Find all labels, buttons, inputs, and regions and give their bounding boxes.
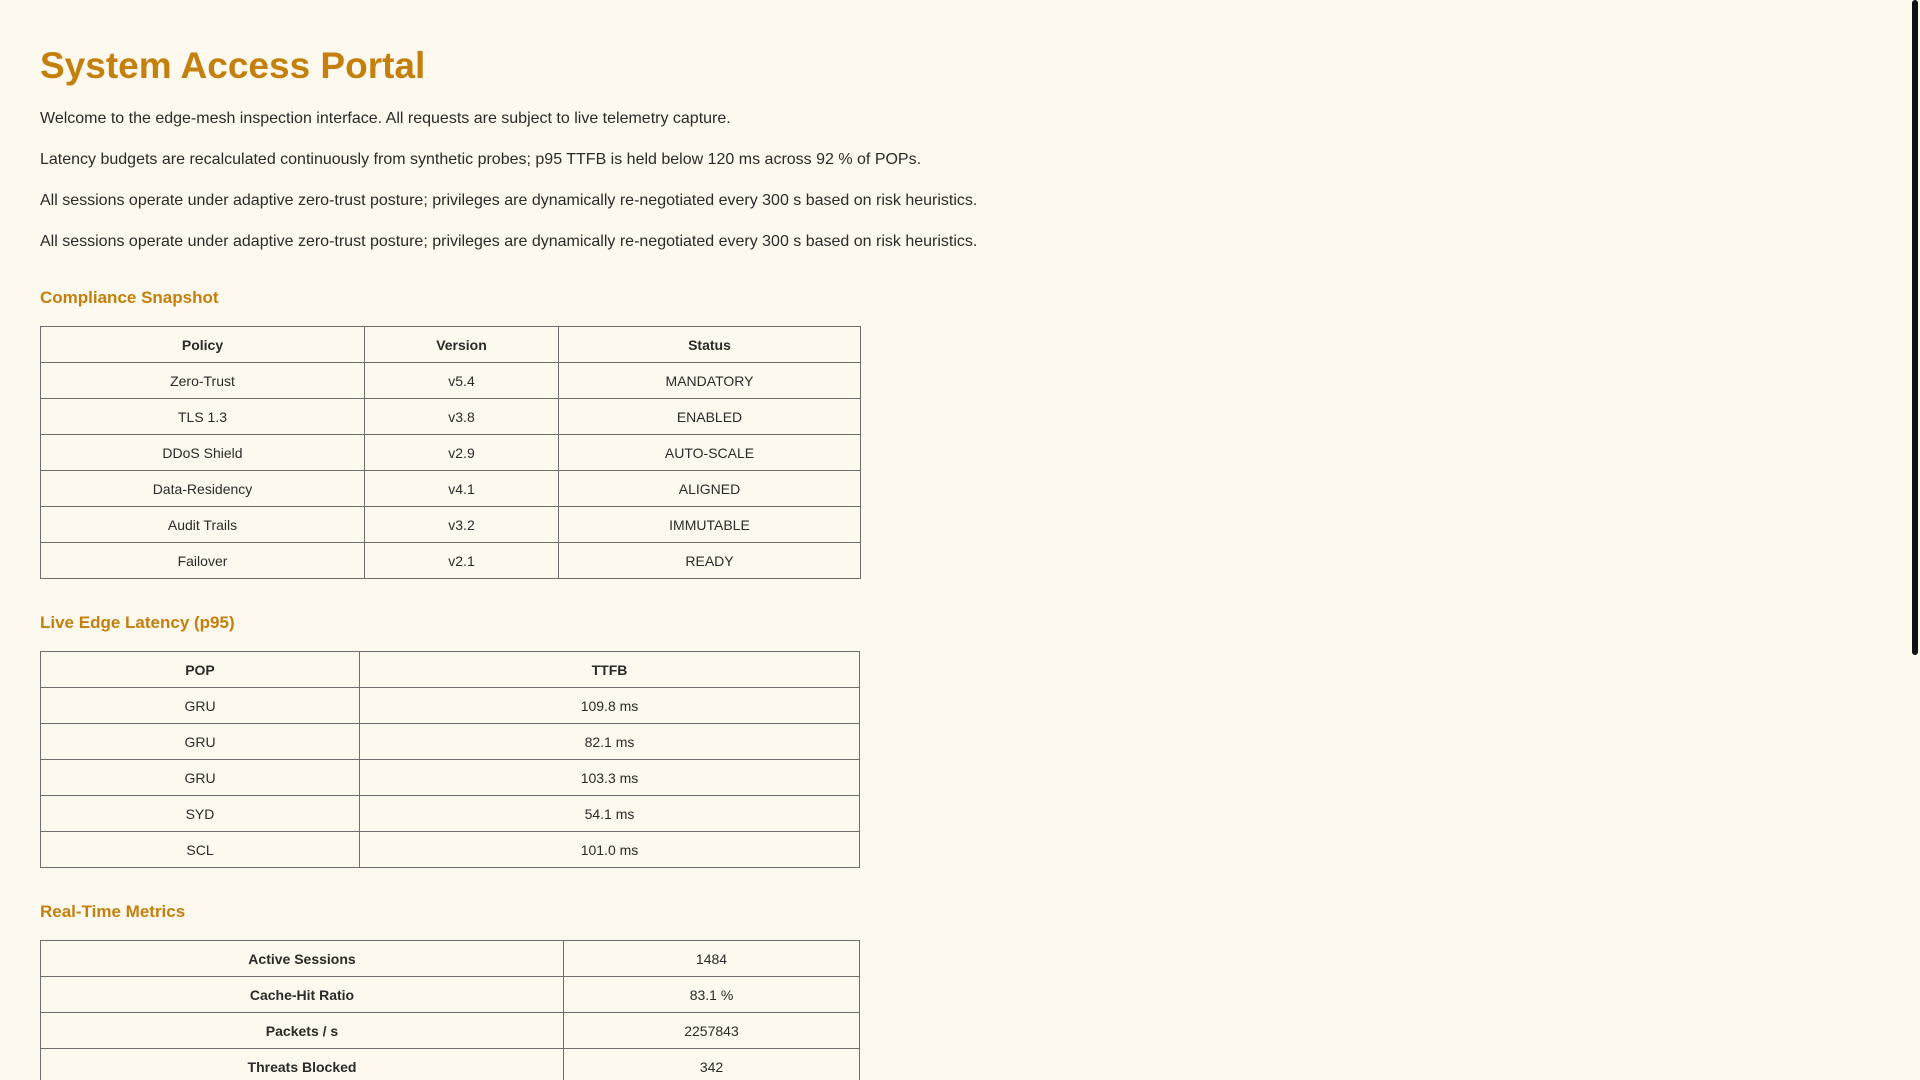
pop-cell: SCL [41,832,360,868]
table-row [41,941,860,977]
status-cell: IMMUTABLE [559,507,861,543]
table-row [41,724,860,760]
page-title: System Access Portal [40,45,426,86]
table-row [41,977,860,1013]
version-cell: v4.1 [365,471,559,507]
metric-value-cell: 2257843 [564,1013,860,1049]
policy-cell: Data-Residency [41,471,365,507]
column-header-ttfb: TTFB [360,652,860,688]
status-cell: MANDATORY [559,363,861,399]
pop-cell: GRU [41,688,360,724]
pop-cell: GRU [41,760,360,796]
status-cell: AUTO-SCALE [559,435,861,471]
vertical-scrollbar[interactable] [1910,0,1920,1080]
version-cell: v2.9 [365,435,559,471]
column-header-policy: Policy [41,327,365,363]
table-row [41,435,861,471]
metric-value-cell: 342 [564,1049,860,1080]
pop-cell: GRU [41,724,360,760]
table-row [41,363,861,399]
policy-cell: DDoS Shield [41,435,365,471]
table-row [41,796,860,832]
version-cell: v2.1 [365,543,559,579]
compliance-heading: Compliance Snapshot [40,288,219,307]
policy-cell: Zero-Trust [41,363,365,399]
table-row [41,1049,860,1080]
table-row [41,471,861,507]
compliance-table [40,326,861,579]
metric-name-cell: Packets / s [41,1013,564,1049]
policy-cell: TLS 1.3 [41,399,365,435]
version-cell: v5.4 [365,363,559,399]
zero-trust-paragraph: All sessions operate under adaptive zero-trust posture; privileges are dynamically re-negotiated every 300 s based on risk heuristics. [40,192,978,209]
version-cell: v3.2 [365,507,559,543]
metrics-table [40,940,860,1080]
ttfb-cell: 109.8 ms [360,688,860,724]
ttfb-cell: 103.3 ms [360,760,860,796]
table-row [41,399,861,435]
status-cell: READY [559,543,861,579]
scrollbar-thumb[interactable] [1912,0,1918,655]
ttfb-cell: 54.1 ms [360,796,860,832]
latency-table [40,651,860,868]
column-header-pop: POP [41,652,360,688]
status-cell: ENABLED [559,399,861,435]
table-row [41,832,860,868]
zero-trust-paragraph-repeat: All sessions operate under adaptive zero-trust posture; privileges are dynamically re-negotiated every 300 s based on risk heuristics. [40,233,978,250]
policy-cell: Audit Trails [41,507,365,543]
status-cell: ALIGNED [559,471,861,507]
table-row [41,543,861,579]
latency-heading: Live Edge Latency (p95) [40,613,235,632]
metric-name-cell: Cache-Hit Ratio [41,977,564,1013]
table-header-row [41,327,861,363]
table-row [41,760,860,796]
column-header-status: Status [559,327,861,363]
table-row [41,507,861,543]
metric-name-cell: Threats Blocked [41,1049,564,1080]
metric-value-cell: 83.1 % [564,977,860,1013]
metric-value-cell: 1484 [564,941,860,977]
table-row [41,1013,860,1049]
ttfb-cell: 82.1 ms [360,724,860,760]
ttfb-cell: 101.0 ms [360,832,860,868]
version-cell: v3.8 [365,399,559,435]
table-row [41,688,860,724]
policy-cell: Failover [41,543,365,579]
intro-paragraph: Welcome to the edge-mesh inspection interface. All requests are subject to live telemetry capture. [40,110,731,127]
metric-name-cell: Active Sessions [41,941,564,977]
main-content [40,0,1900,1080]
pop-cell: SYD [41,796,360,832]
metrics-heading: Real-Time Metrics [40,902,186,921]
latency-paragraph: Latency budgets are recalculated continuously from synthetic probes; p95 TTFB is held below 120 ms across 92 % of POPs. [40,151,922,168]
column-header-version: Version [365,327,559,363]
table-header-row [41,652,860,688]
